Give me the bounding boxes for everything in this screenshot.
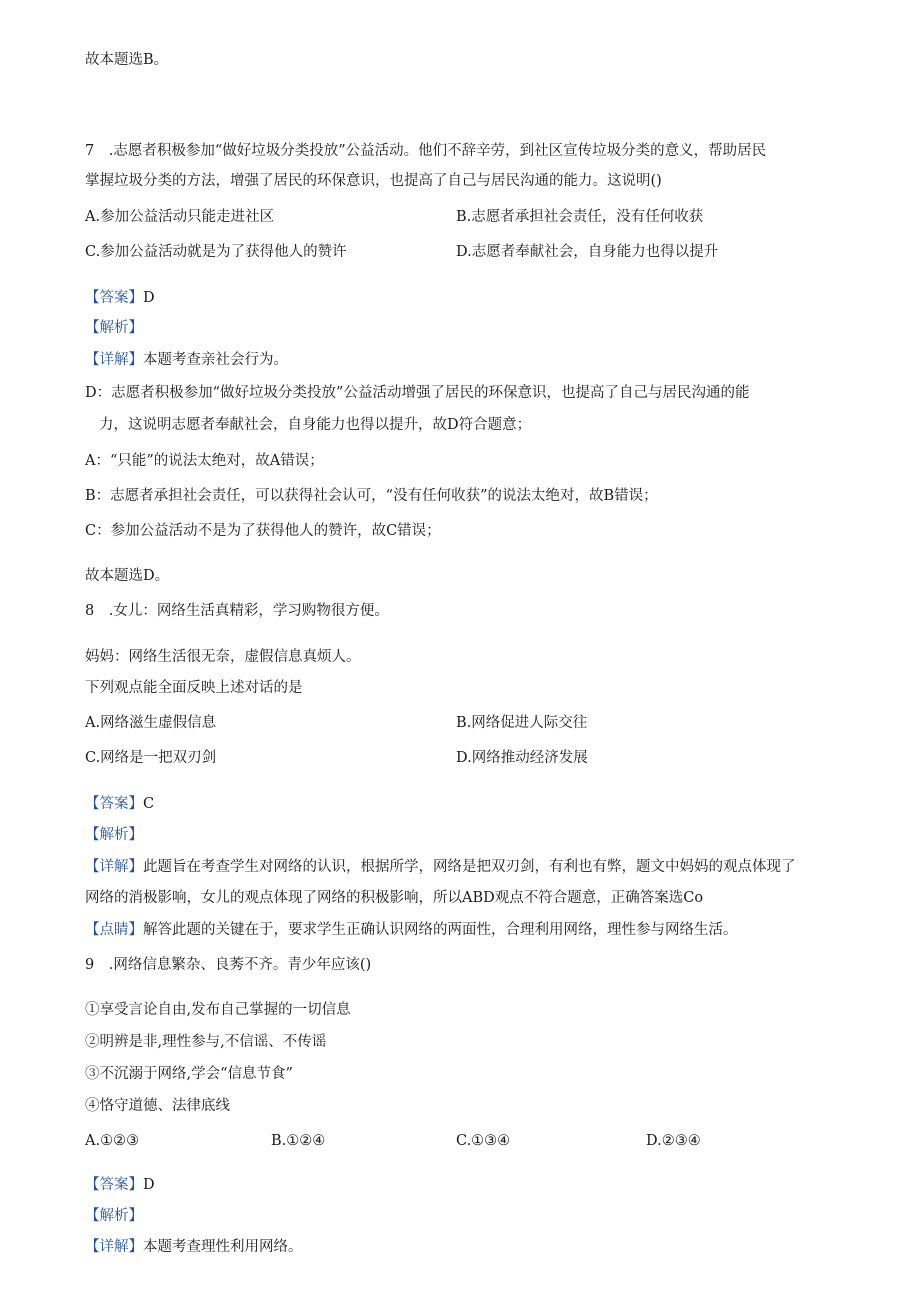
q9-statement-1: ①享受言论自由,发布自己掌握的一切信息	[85, 1002, 351, 1018]
q9-option-d: D.②③④	[646, 1133, 701, 1149]
answer-tag: 【答案】	[85, 290, 143, 306]
q9-statement-3: ③不沉溺于网络,学会“信息节食”	[85, 1066, 293, 1082]
question-7-stem: 7 .志愿者积极参加“做好垃圾分类投放”公益活动。他们不辞辛劳，到社区宣传垃圾分类的意义，帮助居民	[85, 143, 767, 159]
question-8-stem: 8 .女儿：网络生活真精彩，学习购物很方便。	[85, 603, 389, 619]
answer-tag: 【答案】	[85, 796, 143, 812]
q8-detail	[85, 857, 796, 877]
detail-text: 本题考查理性利用网络。	[143, 1239, 303, 1255]
answer-value: D	[143, 290, 155, 306]
q7-option-b: B.志愿者承担社会责任，没有任何收获	[456, 209, 704, 225]
q7-detail-b: B：志愿者承担社会责任，可以获得社会认可，“没有任何收获”的说法太绝对，故B错误；	[85, 488, 658, 504]
answer-value: D	[143, 1177, 155, 1193]
q9-answer	[85, 1175, 155, 1195]
q7-detail-d-cont: 力，这说明志愿者奉献社会，自身能力也得以提升，故D符合题意；	[99, 417, 532, 433]
q9-detail	[85, 1237, 303, 1257]
q7-detail-c: C：参加公益活动不是为了获得他人的赞许，故C错误；	[85, 523, 441, 539]
q8-analysis-tag: 【解析】	[85, 827, 143, 843]
detail-tag: 【详解】	[85, 859, 143, 875]
q8-detail-cont: 网络的消极影响，女儿的观点体现了网络的积极影响，所以ABD观点不符合题意，正确答案选Co	[85, 890, 704, 906]
q7-detail	[85, 350, 288, 370]
question-8-line3: 下列观点能全面反映上述对话的是	[85, 680, 303, 696]
question-8-line2: 妈妈：网络生活很无奈，虚假信息真烦人。	[85, 649, 361, 665]
q9-analysis-tag: 【解析】	[85, 1208, 143, 1224]
q7-analysis-tag: 【解析】	[85, 320, 143, 336]
q7-answer	[85, 288, 155, 308]
comment-text: 解答此题的关键在于，要求学生正确认识网络的两面性，合理利用网络，理性参与网络生活。	[143, 922, 738, 938]
q8-option-c: C.网络是一把双刃剑	[85, 750, 217, 766]
q9-statement-4: ④恪守道德、法律底线	[85, 1098, 230, 1114]
detail-tag: 【详解】	[85, 352, 143, 368]
answer-tag: 【答案】	[85, 1177, 143, 1193]
q9-option-c: C.①③④	[456, 1133, 511, 1149]
q7-option-a: A.参加公益活动只能走进社区	[85, 209, 275, 225]
question-7-stem-cont: 掌握垃圾分类的方法，增强了居民的环保意识，也提高了自己与居民沟通的能力。这说明()	[85, 173, 662, 189]
detail-tag: 【详解】	[85, 1239, 143, 1255]
q7-option-c: C.参加公益活动就是为了获得他人的赞许	[85, 244, 347, 260]
q8-comment	[85, 920, 738, 940]
q8-option-a: A.网络滋生虚假信息	[85, 715, 217, 731]
line: 故本题选B。	[85, 52, 169, 68]
answer-value: C	[143, 796, 155, 812]
q8-option-b: B.网络促进人际交往	[456, 715, 588, 731]
q7-option-d: D.志愿者奉献社会，自身能力也得以提升	[456, 244, 719, 260]
q9-statement-2: ②明辨是非,理性参与,不信谣、不传谣	[85, 1034, 327, 1050]
q7-detail-d: D：志愿者积极参加“做好垃圾分类投放”公益活动增强了居民的环保意识，也提高了自己与居民沟通的能	[85, 385, 750, 401]
q8-answer	[85, 794, 154, 814]
q9-option-a: A.①②③	[85, 1133, 140, 1149]
detail-text: 本题考查亲社会行为。	[143, 352, 288, 368]
question-9-stem: 9 .网络信息繁杂、良莠不齐。青少年应该()	[85, 957, 372, 973]
comment-tag: 【点睛】	[85, 922, 143, 938]
q9-option-b: B.①②④	[271, 1133, 326, 1149]
q8-option-d: D.网络推动经济发展	[456, 750, 588, 766]
detail-text: 此题旨在考查学生对网络的认识，根据所学，网络是把双刃剑，有利也有弊，题文中妈妈的观点体现了	[143, 859, 796, 875]
q7-conclusion: 故本题选D。	[85, 568, 170, 584]
q7-detail-a: A：“只能”的说法太绝对，故A错误；	[85, 453, 324, 469]
